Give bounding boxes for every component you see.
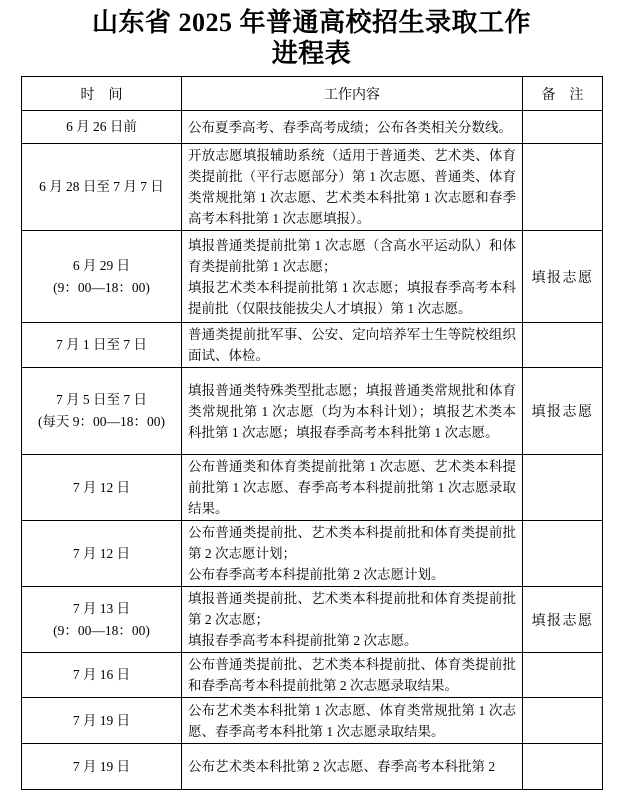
remark-cell [523, 144, 603, 231]
content-paragraph: 公布春季高考本科提前批第 2 次志愿计划。 [188, 567, 445, 582]
content-paragraph: 填报普通类提前批、艺术类本科提前批和体育类提前批第 2 次志愿； [188, 591, 516, 627]
content-cell [182, 144, 523, 231]
page-title-line1: 山东省 2025 年普通高校招生录取工作 [91, 8, 531, 37]
time-line: (每天 9：00—18：00) [37, 414, 166, 429]
remark-cell [523, 455, 603, 521]
time-line: 7 月 5 日至 7 日 [55, 392, 148, 407]
content-cell [182, 111, 523, 144]
time-cell [22, 698, 182, 744]
table-row [22, 368, 603, 455]
time-line: 7 月 16 日 [72, 667, 131, 682]
table-row [22, 744, 603, 790]
content-cell [182, 587, 523, 653]
time-line: (9：00—18：00) [53, 279, 150, 295]
table-row [22, 653, 603, 698]
content-cell [182, 323, 523, 368]
time-line: 7 月 1 日至 7 日 [55, 337, 148, 352]
column-header-remark: 备 注 [523, 77, 603, 111]
content-paragraph: 填报普通类提前批第 1 次志愿（含高水平运动队）和体育类提前批第 1 次志愿； [188, 237, 516, 274]
table-row [22, 698, 603, 744]
content-paragraph: 填报春季高考本科提前批第 2 次志愿。 [188, 633, 418, 648]
time-line: 7 月 13 日 [72, 600, 131, 616]
time-line: 6 月 28 日至 7 月 7 日 [39, 179, 164, 194]
time-cell [22, 653, 182, 698]
content-paragraph: 填报普通类特殊类型批志愿；填报普通类常规批和体育类常规批第 1 次志愿（均为本科计划）；填报艺术类本科批第 1 次志愿；填报春季高考本科批第 1 次志愿。 [188, 382, 516, 440]
time-line: (9：00—18：00) [53, 622, 150, 638]
time-line: 7 月 19 日 [72, 758, 131, 774]
time-cell [22, 744, 182, 790]
remark-cell: 填报志愿 [523, 368, 603, 455]
remark-cell [523, 111, 603, 144]
time-cell [22, 455, 182, 521]
time-cell [22, 368, 182, 455]
time-cell [22, 144, 182, 231]
content-paragraph: 公布夏季高考、春季高考成绩；公布各类相关分数线。 [188, 119, 512, 135]
table-row [22, 323, 603, 368]
time-line: 6 月 26 日前 [66, 119, 137, 134]
time-cell [22, 111, 182, 144]
content-paragraph: 公布艺术类本科批第 1 次志愿、体育类常规批第 1 次志愿、春季高考本科批第 1 次志愿录取结果。 [188, 702, 516, 739]
content-cell [182, 521, 523, 587]
table-row [22, 587, 603, 653]
time-line: 6 月 29 日 [72, 257, 131, 273]
table-row [22, 231, 603, 323]
remark-cell [523, 653, 603, 698]
content-paragraph: 普通类提前批军事、公安、定向培养军士生等院校组织面试、体检。 [188, 327, 516, 363]
content-cell [182, 368, 523, 455]
content-cell [182, 231, 523, 323]
header-row [22, 77, 603, 111]
remark-cell [523, 521, 603, 587]
document-page [0, 7, 623, 774]
content-paragraph: 公布艺术类本科批第 2 次志愿、春季高考本科批第 2 [188, 759, 496, 774]
remark-cell: 填报志愿 [523, 231, 603, 323]
content-paragraph: 填报艺术类本科提前批第 1 次志愿；填报春季高考本科提前批（仅限技能拔尖人才填报）第 1 次志愿。 [188, 279, 516, 316]
column-header-content: 工作内容 [182, 77, 523, 111]
content-paragraph: 公布普通类提前批、艺术类本科提前批、体育类提前批和春季高考本科提前批第 2 次志愿录取结果。 [188, 657, 516, 693]
time-line: 7 月 12 日 [72, 545, 131, 561]
time-cell [22, 521, 182, 587]
page-title [0, 7, 623, 69]
content-cell [182, 653, 523, 698]
content-cell [182, 698, 523, 744]
remark-cell [523, 744, 603, 790]
time-cell [22, 231, 182, 323]
table-row [22, 111, 603, 144]
table-row [22, 144, 603, 231]
time-cell [22, 587, 182, 653]
column-header-time: 时 间 [22, 77, 182, 111]
time-line: 7 月 12 日 [72, 479, 131, 495]
content-paragraph: 开放志愿填报辅助系统（适用于普通类、艺术类、体育类提前批（平行志愿部分）第 1 次志愿、普通类、体育类常规批第 1 次志愿、艺术类本科批第 1 次志愿和春季高考本科批第 1 次志愿填报）。 [188, 148, 516, 226]
remark-cell [523, 323, 603, 368]
progress-table [21, 76, 603, 790]
content-cell [182, 744, 523, 790]
remark-cell [523, 698, 603, 744]
time-line: 7 月 19 日 [72, 712, 131, 728]
page-title-line2: 进程表 [271, 39, 352, 68]
remark-cell: 填报志愿 [523, 587, 603, 653]
time-cell [22, 323, 182, 368]
content-cell [182, 455, 523, 521]
content-paragraph: 公布普通类提前批、艺术类本科提前批和体育类提前批第 2 次志愿计划； [188, 525, 516, 561]
table-row [22, 521, 603, 587]
table-row [22, 455, 603, 521]
content-paragraph: 公布普通类和体育类提前批第 1 次志愿、艺术类本科提前批第 1 次志愿、春季高考本科提前批第 1 次志愿录取结果。 [188, 459, 516, 516]
